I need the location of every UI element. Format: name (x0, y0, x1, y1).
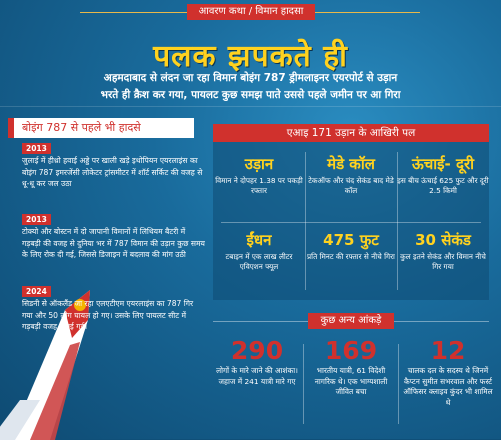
history-year: 2024 (22, 286, 51, 297)
history-text: जुलाई में हीथ्रो हवाई अड्डे पर खाली खड़े इथोपियन एयरलाइंस का बोइंग 787 इमरजेंसी लोकेटर ट्रांसमीटर में शॉर्ट सर्किट की वजह से धू-धू कर जल उठा (22, 156, 203, 188)
stat-item (213, 336, 301, 387)
flight-cell-desc: टेकऑफ और चंद सेकंड बाद मेडे कॉल (308, 176, 394, 195)
stat-number: 12 (430, 336, 466, 365)
history-item (22, 214, 206, 261)
panel-divider (305, 152, 306, 290)
flight-cell-title: 30 सेकंड (415, 231, 471, 249)
flight-cell-title: उड़ान (244, 155, 274, 173)
subtitle-line-1: अहमदाबाद से लंदन जा रहा विमान बोइंग 787 ड्रीमलाइनर एयरपोर्ट से उड़ान (103, 72, 398, 84)
flight-cell (305, 154, 397, 196)
history-heading-text: बोइंग 787 से पहले भी हादसे (22, 121, 141, 134)
flight-cell (397, 230, 489, 272)
flight-cell-title: ईंधन (246, 231, 272, 249)
stats-divider-vertical (303, 344, 304, 424)
stats-divider-vertical (398, 344, 399, 424)
page-title: पलक झपकते ही (153, 39, 348, 74)
history-year: 2013 (22, 143, 51, 154)
flight-cell-desc: कुल इतने सेकंड और विमान नीचे गिर गया (400, 252, 486, 271)
flight-heading: एआइ 171 उड़ान के आखिरी पल (213, 124, 489, 142)
flight-panel (213, 142, 489, 300)
flight-cell-title: मेडे कॉल (327, 155, 375, 173)
page-subtitle (40, 70, 461, 104)
flight-cell (305, 230, 397, 262)
section-tag: आवरण कथा / विमान हादसा (187, 4, 315, 20)
flight-cell-title: 475 फुट (323, 231, 379, 249)
history-item (22, 143, 206, 190)
stat-item (401, 336, 495, 408)
history-item (22, 286, 206, 333)
plane-tail-image (0, 250, 120, 440)
stat-desc: लोगों के मारे जाने की आशंका। जहाज में 241 यात्री मारे गए (216, 366, 298, 386)
flight-cell (397, 154, 489, 196)
stat-desc: भारतीय यात्री, 61 विदेशी नागरिक थे। एक भाग्यशाली जीवित बचा (314, 366, 388, 396)
flight-cell-desc: विमान ने दोपहर 1.38 पर पकड़ी रफ्तार (215, 176, 303, 195)
stat-desc: चालक दल के सदस्य थे जिनमें कैप्टन सुमीत सभरवाल और फर्स्ट ऑफिसर क्लाइव कुंदर भी शामिल थे (403, 366, 493, 407)
stat-number: 290 (230, 336, 284, 365)
flight-cell-desc: टबाइन में एक लाख लीटर एविएशन फ्यूल (225, 252, 293, 271)
subtitle-divider (0, 106, 501, 107)
flight-cell-desc: इस बीच ऊंचाई 625 फुट और दूरी 2.5 किमी (397, 176, 489, 195)
history-text: सिडनी से ऑकलैंड जा रहा एलएटीएम एयरलाइंस का 787 गिर गया और 50 लोग घायल हो गए। उसके लिए पायलट सीट में गड़बड़ी वजह बताई गई। (22, 299, 194, 331)
panel-divider (397, 152, 398, 290)
history-heading (14, 118, 194, 138)
stat-number: 169 (324, 336, 378, 365)
panel-divider (221, 222, 481, 223)
flight-cell (213, 230, 305, 272)
stat-item (307, 336, 395, 398)
flight-cell-title: ऊंचाई- दूरी (412, 155, 474, 173)
flight-cell (213, 154, 305, 196)
flight-cell-desc: प्रति मिनट की रफ्तार से नीचे गिरा (307, 252, 395, 261)
history-year: 2013 (22, 214, 51, 225)
subtitle-line-2: भरते ही क्रैश कर गया, पायलट कुछ समझ पाते उससे पहले जमीन पर आ गिरा (100, 89, 401, 101)
stats-heading: कुछ अन्य आंकड़े (308, 313, 394, 329)
history-text: टोक्यो और बोस्टन में दो जापानी विमानों में लिथियम बैटरी में गड़बड़ी की वजह से दुनिया भर में 787 विमान की उड़ान कुछ समय के लिए रोक दी गई, जिससे डिजाइन में बदलाव की मांग उठी (22, 227, 205, 259)
